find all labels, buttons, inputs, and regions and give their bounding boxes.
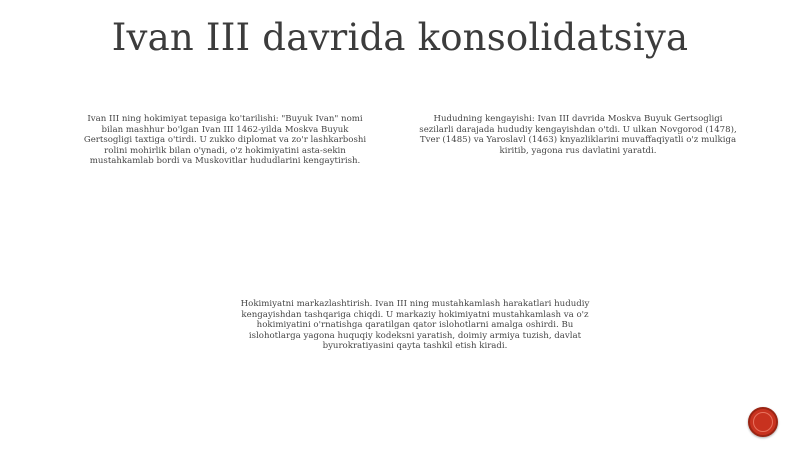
text-block-territorial-expansion: Hududning kengayishi: Ivan III davrida Moskva Buyuk Gertsogligi sezilarli darajada hududiy kengayishdan o'tdi. U ulkan Novgorod (1478), Tver (1485) va Yaroslavl (1463) knyazliklarini muvaffaqiyatli o'z mulkiga kiritib, yagona rus davlatini yaratdi.: [419, 114, 737, 156]
circle-button-icon[interactable]: [748, 407, 778, 437]
slide-title: Ivan III davrida konsolidatsiya: [111, 16, 689, 59]
text-block-centralization: Hokimiyatni markazlashtirish. Ivan III ning mustahkamlash harakatlari hududiy kengayishdan tashqariga chiqdi. U markaziy hokimiyatni mustahkamlash va o'z hokimiyatini o'rnatishga qaratilgan qator islohotlarni amalga oshirdi. Bu islohotlarga yagona huquqiy kodeksni yaratish, doimiy armiya tuzish, davlat byurokratiyasini qayta tashkil etish kiradi.: [240, 299, 590, 352]
text-block-ascension: Ivan III ning hokimiyat tepasiga ko'tarilishi: "Buyuk Ivan" nomi bilan mashhur bo'lgan Ivan III 1462-yilda Moskva Buyuk Gertsogligi taxtiga o'tirdi. U zukko diplomat va zo'r lashkarboshi rolini mohirlik bilan o'ynadi, o'z hokimiyatini asta-sekin mustahkamlab bordi va Muskovitlar hududlarini kengaytirish.: [83, 114, 367, 167]
